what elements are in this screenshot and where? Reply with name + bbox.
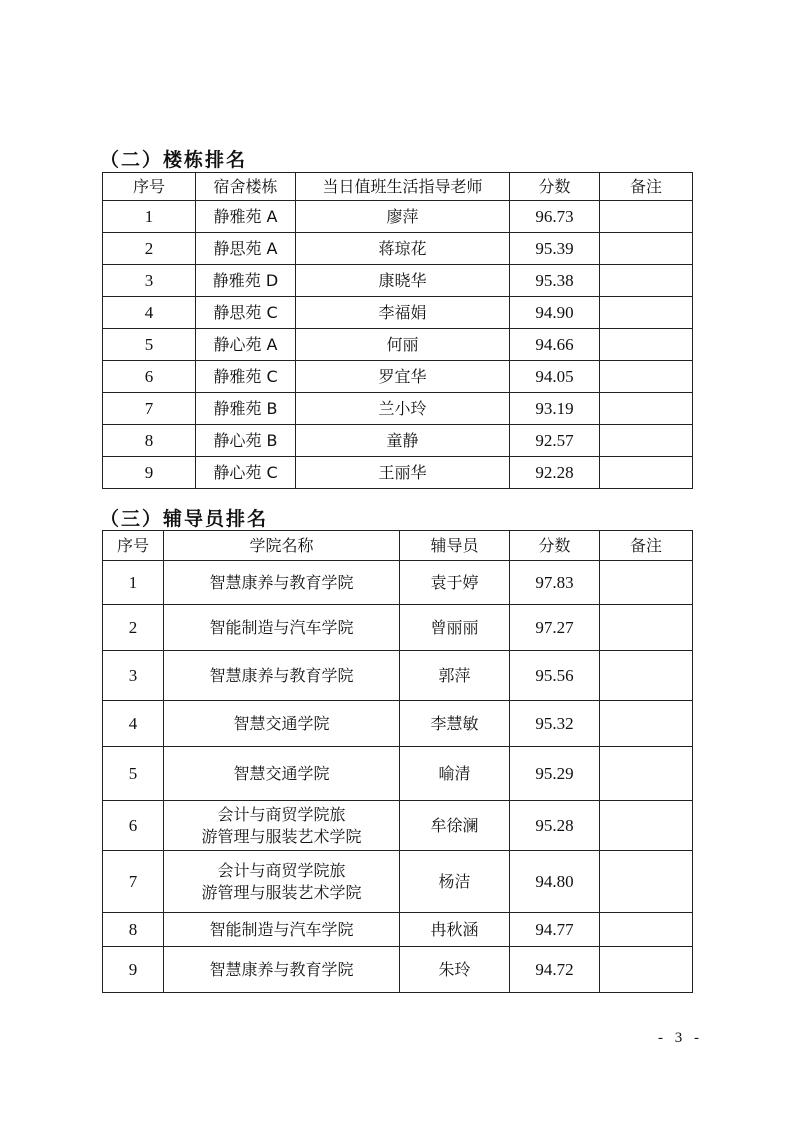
table-cell (600, 801, 693, 851)
column-header: 学院名称 (164, 531, 400, 561)
table-cell: 朱玲 (400, 947, 510, 993)
column-header: 当日值班生活指导老师 (296, 173, 510, 201)
table-cell: 6 (103, 801, 164, 851)
table-cell: 7 (103, 851, 164, 913)
table-cell: 94.66 (510, 329, 600, 361)
table-cell: 93.19 (510, 393, 600, 425)
table-cell: 95.56 (510, 651, 600, 701)
table-cell: 94.80 (510, 851, 600, 913)
table-row (103, 457, 693, 489)
table-cell: 4 (103, 701, 164, 747)
table-cell: 94.05 (510, 361, 600, 393)
table-row (103, 265, 693, 297)
table-cell: 牟徐澜 (400, 801, 510, 851)
table-cell: 静雅苑 B (196, 393, 296, 425)
table-cell: 2 (103, 605, 164, 651)
table-cell: 95.28 (510, 801, 600, 851)
table-cell: 智慧交通学院 (164, 701, 400, 747)
column-header: 宿舍楼栋 (196, 173, 296, 201)
table-row (103, 651, 693, 701)
table-cell: 95.38 (510, 265, 600, 297)
table-cell (600, 233, 693, 265)
table-cell (600, 913, 693, 947)
table-cell: 何丽 (296, 329, 510, 361)
table-cell: 8 (103, 425, 196, 457)
table-cell: 会计与商贸学院旅 游管理与服装艺术学院 (164, 851, 400, 913)
page-number: - 3 - (658, 1030, 703, 1046)
table-cell: 94.77 (510, 913, 600, 947)
table-cell: 1 (103, 201, 196, 233)
table-cell: 6 (103, 361, 196, 393)
table-cell: 王丽华 (296, 457, 510, 489)
table-cell: 静心苑 C (196, 457, 296, 489)
table-cell: 罗宜华 (296, 361, 510, 393)
table-row (103, 297, 693, 329)
table-row (103, 701, 693, 747)
table-cell: 94.90 (510, 297, 600, 329)
table-cell: 94.72 (510, 947, 600, 993)
table-cell: 95.32 (510, 701, 600, 747)
table-row (103, 561, 693, 605)
table-cell: 静思苑 A (196, 233, 296, 265)
column-header: 序号 (103, 531, 164, 561)
section-title-counselor-ranking: （三）辅导员排名 (100, 508, 269, 530)
table-cell: 95.39 (510, 233, 600, 265)
table-cell: 1 (103, 561, 164, 605)
table-cell: 兰小玲 (296, 393, 510, 425)
building-ranking-table (102, 172, 693, 489)
table-row (103, 947, 693, 993)
table-row (103, 329, 693, 361)
table-cell (600, 297, 693, 329)
table-cell: 智慧康养与教育学院 (164, 651, 400, 701)
table-row (103, 913, 693, 947)
table-cell (600, 701, 693, 747)
table-row (103, 425, 693, 457)
table-cell: 会计与商贸学院旅 游管理与服装艺术学院 (164, 801, 400, 851)
table-cell: 95.29 (510, 747, 600, 801)
table-cell: 3 (103, 265, 196, 297)
table-cell: 李福娟 (296, 297, 510, 329)
table-cell: 静心苑 A (196, 329, 296, 361)
table-header-row (103, 173, 693, 201)
table-cell: 静思苑 C (196, 297, 296, 329)
table-cell (600, 605, 693, 651)
table-cell (600, 265, 693, 297)
table-row (103, 605, 693, 651)
table-cell: 3 (103, 651, 164, 701)
table-row (103, 361, 693, 393)
table-cell: 9 (103, 457, 196, 489)
table-cell: 静雅苑 D (196, 265, 296, 297)
table-row (103, 851, 693, 913)
table-cell: 郭萍 (400, 651, 510, 701)
table-cell (600, 561, 693, 605)
table-cell: 97.27 (510, 605, 600, 651)
column-header: 序号 (103, 173, 196, 201)
table-cell: 康晓华 (296, 265, 510, 297)
table-cell (600, 747, 693, 801)
table-cell: 92.28 (510, 457, 600, 489)
table-cell: 静雅苑 A (196, 201, 296, 233)
table-cell: 智慧康养与教育学院 (164, 561, 400, 605)
table-cell (600, 393, 693, 425)
table-cell: 4 (103, 297, 196, 329)
table-cell: 5 (103, 329, 196, 361)
table-cell: 92.57 (510, 425, 600, 457)
table-cell (600, 851, 693, 913)
column-header: 备注 (600, 173, 693, 201)
table-row (103, 393, 693, 425)
section-title-building-ranking: （二）楼栋排名 (100, 149, 248, 171)
table-row (103, 747, 693, 801)
table-row (103, 233, 693, 265)
table-cell: 智慧康养与教育学院 (164, 947, 400, 993)
column-header: 辅导员 (400, 531, 510, 561)
table-cell: 96.73 (510, 201, 600, 233)
table-cell: 静雅苑 C (196, 361, 296, 393)
table-cell: 喻清 (400, 747, 510, 801)
table-cell (600, 361, 693, 393)
table-cell: 静心苑 B (196, 425, 296, 457)
table-cell: 廖萍 (296, 201, 510, 233)
table-row (103, 801, 693, 851)
table-cell (600, 947, 693, 993)
table-row (103, 201, 693, 233)
table-cell: 蒋琼花 (296, 233, 510, 265)
table-cell: 童静 (296, 425, 510, 457)
table-cell: 8 (103, 913, 164, 947)
table-cell: 7 (103, 393, 196, 425)
table-header-row (103, 531, 693, 561)
table-cell: 智能制造与汽车学院 (164, 605, 400, 651)
table-cell: 5 (103, 747, 164, 801)
table-cell: 9 (103, 947, 164, 993)
table-cell: 智慧交通学院 (164, 747, 400, 801)
table-cell (600, 329, 693, 361)
table-cell (600, 651, 693, 701)
column-header: 分数 (510, 531, 600, 561)
column-header: 分数 (510, 173, 600, 201)
table-cell (600, 201, 693, 233)
table-cell: 杨洁 (400, 851, 510, 913)
column-header: 备注 (600, 531, 693, 561)
table-cell: 冉秋涵 (400, 913, 510, 947)
table-cell (600, 425, 693, 457)
table-cell: 曾丽丽 (400, 605, 510, 651)
table-cell: 智能制造与汽车学院 (164, 913, 400, 947)
table-cell: 袁于婷 (400, 561, 510, 605)
counselor-ranking-table (102, 530, 693, 993)
table-cell: 李慧敏 (400, 701, 510, 747)
table-cell (600, 457, 693, 489)
table-cell: 2 (103, 233, 196, 265)
table-cell: 97.83 (510, 561, 600, 605)
